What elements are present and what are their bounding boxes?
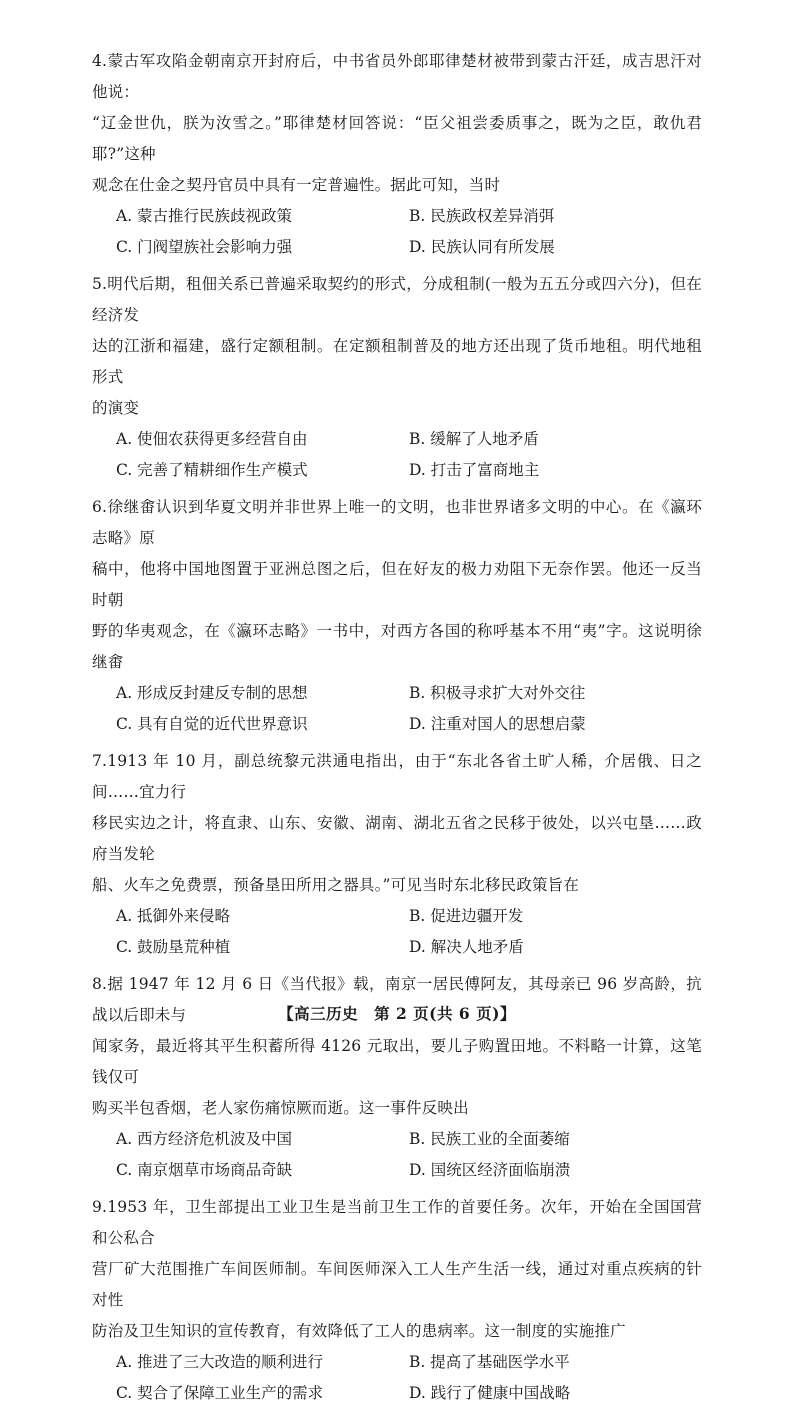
options <box>92 1347 702 1409</box>
stem-line: 6.徐继畬认识到华夏文明并非世界上唯一的文明，也非世界诸多文明的中心。在《瀛环志略》原 <box>92 498 702 547</box>
option-b: B. 缓解了人地矛盾 <box>409 430 539 448</box>
option-d: D. 民族认同有所发展 <box>409 238 555 256</box>
option-c: C. 门阀望族社会影响力强 <box>116 238 293 256</box>
question-stem <box>92 746 702 901</box>
option-d: D. 注重对国人的思想启蒙 <box>409 715 586 733</box>
question-7 <box>92 746 702 963</box>
option-b: B. 促进边疆开发 <box>409 907 524 925</box>
stem-line: “辽金世仇，朕为汝雪之。”耶律楚材回答说：“臣父祖尝委质事之，既为之臣，敢仇君耶?”这种 <box>92 114 702 163</box>
option-c: C. 具有自觉的近代世界意识 <box>116 715 308 733</box>
option-b: B. 提高了基础医学水平 <box>409 1353 570 1371</box>
question-stem <box>92 46 702 201</box>
stem-line: 4.蒙古军攻陷金朝南京开封府后，中书省员外郎耶律楚材被带到蒙古汗廷，成吉思汗对他说： <box>92 52 702 101</box>
stem-line: 营厂矿大范围推广车间医师制。车间医师深入工人生产生活一线，通过对重点疾病的针对性 <box>92 1260 702 1309</box>
options <box>92 678 702 740</box>
stem-line: 达的江浙和福建，盛行定额租制。在定额租制普及的地方还出现了货币地租。明代地租形式 <box>92 337 702 386</box>
option-d: D. 国统区经济面临崩溃 <box>409 1161 571 1179</box>
question-9 <box>92 1192 702 1409</box>
stem-line: 的演变 <box>92 399 140 417</box>
stem-line: 5.明代后期，租佃关系已普遍采取契约的形式，分成租制(一般为五五分或四六分)，但在经济发 <box>92 275 702 324</box>
question-stem <box>92 969 702 1124</box>
option-d: D. 践行了健康中国战略 <box>409 1384 571 1402</box>
stem-line: 购买半包香烟，老人家伤痛惊厥而逝。这一事件反映出 <box>92 1099 469 1117</box>
option-a: A. 蒙古推行民族歧视政策 <box>116 207 293 225</box>
stem-line: 稿中，他将中国地图置于亚洲总图之后，但在好友的极力劝阻下无奈作罢。他还一反当时朝 <box>92 560 702 609</box>
question-stem <box>92 1192 702 1347</box>
options <box>92 201 702 263</box>
question-5 <box>92 269 702 486</box>
page-footer: 【高三历史 第 2 页(共 6 页)】 <box>278 1004 516 1023</box>
option-c: C. 契合了保障工业生产的需求 <box>116 1384 324 1402</box>
option-d: D. 解决人地矛盾 <box>409 938 524 956</box>
options <box>92 1124 702 1186</box>
stem-line: 野的华夷观念，在《瀛环志略》一书中，对西方各国的称呼基本不用“夷”字。这说明徐继畬 <box>92 622 702 671</box>
options <box>92 424 702 486</box>
option-d: D. 打击了富商地主 <box>409 461 540 479</box>
option-a: A. 使佃农获得更多经营自由 <box>116 430 308 448</box>
option-c: C. 完善了精耕细作生产模式 <box>116 461 308 479</box>
stem-line: 8.据 1947 年 12 月 6 日《当代报》载，南京一居民傅阿友，其母亲已 96 岁高龄，抗战以后即未与 <box>92 975 702 1024</box>
option-a: A. 西方经济危机波及中国 <box>116 1130 293 1148</box>
stem-line: 移民实边之计，将直隶、山东、安徽、湖南、湖北五省之民移于彼处，以兴屯垦……政府当发轮 <box>92 814 702 863</box>
option-a: A. 形成反封建反专制的思想 <box>116 684 308 702</box>
option-c: C. 南京烟草市场商品奇缺 <box>116 1161 293 1179</box>
stem-line: 7.1913 年 10 月，副总统黎元洪通电指出，由于“东北各省土旷人稀，介居俄、日之间……宜力行 <box>92 752 702 801</box>
option-a: A. 推进了三大改造的顺利进行 <box>116 1353 324 1371</box>
question-6 <box>92 492 702 740</box>
stem-line: 船、火车之免费票，预备垦田所用之器具。”可见当时东北移民政策旨在 <box>92 876 580 894</box>
stem-line: 观念在仕金之契丹官员中具有一定普遍性。据此可知，当时 <box>92 176 501 194</box>
question-stem <box>92 492 702 678</box>
question-4 <box>92 46 702 263</box>
option-b: B. 积极寻求扩大对外交往 <box>409 684 586 702</box>
option-a: A. 抵御外来侵略 <box>116 907 231 925</box>
option-c: C. 鼓励垦荒种植 <box>116 938 231 956</box>
options <box>92 901 702 963</box>
stem-line: 闻家务，最近将其平生积蓄所得 4126 元取出，要儿子购置田地。不料略一计算，这笔钱仅可 <box>92 1037 702 1086</box>
stem-line: 9.1953 年，卫生部提出工业卫生是当前卫生工作的首要任务。次年，开始在全国国营和公私合 <box>92 1198 702 1247</box>
question-stem <box>92 269 702 424</box>
option-b: B. 民族工业的全面萎缩 <box>409 1130 570 1148</box>
stem-line: 防治及卫生知识的宣传教育，有效降低了工人的患病率。这一制度的实施推广 <box>92 1322 626 1340</box>
option-b: B. 民族政权差异消弭 <box>409 207 555 225</box>
